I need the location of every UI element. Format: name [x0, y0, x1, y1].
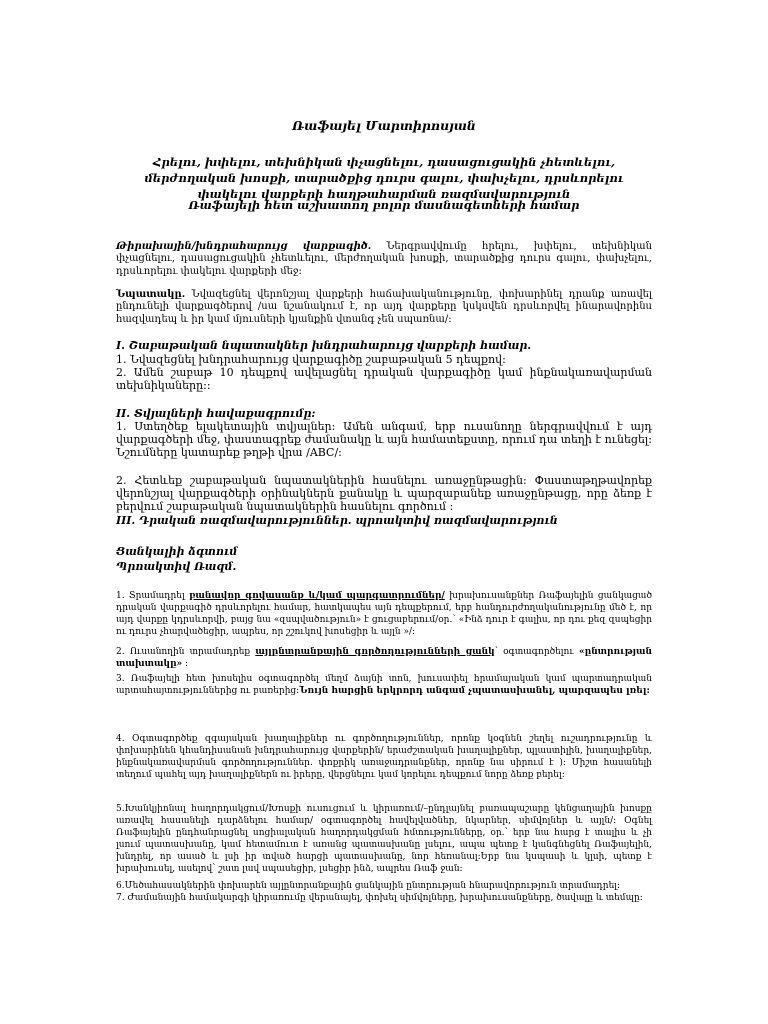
- signal-title: Ցանկալիի ձգտում: [116, 545, 238, 558]
- goal-paragraph: [116, 289, 652, 326]
- step-1-number: 1. Տրամադրել: [116, 591, 190, 601]
- step-5: 5.Խանկյիոնալ հաղորդակցում/Խոսքի ուսուցում և կիրառում/–ընդլայնել բառապաշարը կենցաղային խոսքը առավել հասանելի դարձնելու համար/ օգտագործել հավելվածներ, նկարներ, սիմվոլներ և այլն/։ Օգնել Ռաֆայելին ընդհանրացնել սոցիալական հաղորդակցման հմտությունները, օր.՝ երբ նա հարց է տալիս և չի լսում պատասխանը, կամ հետամուտ է առանց պատասխանը լսելու, ապա պետք է կանգնեցնել Ռաֆայելին, խնդրել, որ ասած և լսի իր տված հարցի պատասխանը, նոր հեռանալ։Երբ նա կսպասի և կլսի, պետք է խրախուսել, ասելով՝ շատ լավ սպասեցիր, լսեցիր ինձ, ապրես Ռաֆ ջան։: [116, 804, 652, 874]
- document-audience: Ռաֆայելի հետ աշխատող բոլոր մասնագետների համար: [188, 198, 580, 212]
- step-4: 4. Օգտագործեք զգայական խաղալիքներ ու գործողություններ, որոնք կօգնեն շեղել ուշադրությունը և փոխարինեն կհանդիսանան խնդրահարույց վարքերին/ երաժշտական խաղալիքներ, պլաստիլին, խաղալիքներ, ինքնակառավարման գործողություններ. փոքրիկ առաջադրանքներ, որոնք նա սիրում է ): Միշտ հասանելի տեղում պահել այդ խաղալիքներն ու իրերը, վերցնելու կամ կորելու դեպքում նորը ձեռք բերել։: [116, 734, 652, 780]
- document-title: Ռաֆայել Մարտիրոսյան: [292, 118, 476, 133]
- step-2: [116, 646, 652, 670]
- step-1-text: խրախուսանքներ Ռաֆայելին ցանկացած դրական վարքագիծ դրսևորելու համար, հատկապես այն դեպքերում, երբ հանդուրժողականությունը մեծ է, որ այդ վարքը կդրսևորվի, բայց նա «զսպվածություն» է ցուցաբերում/օր.՝ «Ինձ դուր է գալիս, որ դու քեզ զսպեցիր ու դուրս չհարվածեցիր, ապրես, որ շշուկով խոսեցիր և այլն »/:: [116, 591, 652, 637]
- step-2-alternatives: այլընտրանքային գործողությունների ցանկ: [255, 647, 495, 657]
- step-3-text: 3. Ռաֆայելի հետ խոսելիս օգտագործել մեղմ ձայնի տոն, խուսափել հրամայական կամ պարտադրական արտահայտություններից ու բառերից:: [116, 674, 652, 696]
- target-behavior-title: Թիրախային/խնդրահարույց վարքագիծ.: [116, 241, 372, 252]
- goal-title: Նպատակը.: [116, 289, 186, 300]
- section-1-title: I. Շաբաթական նպատակներ խնդրահարույց վարքերի համար.: [116, 339, 532, 352]
- section-2-item: 2. Հետևեք շաբաթական նպատակներին հասնելու առաջընթացին: Փաստաթղթավորեք վերոնշյալ վարքագծերի օրինակներն քանակը և պարզաբանեք առաջընթացը, որը ձեռք է բերվում շաբաթական նպատակներին հասնելու գործում ։: [116, 474, 652, 513]
- step-7: 7. Ժամանային համակարգի կիրառումը վերանայել, փոխել սիմվոլները, խրախուսանքները, ծավալը և տեմպը։: [116, 893, 643, 903]
- section-3-title: III. Դրական ռազմավարություններ. պրոակտիվ ռազմավարություն: [116, 514, 558, 527]
- step-2-mid: ՝ օգտագործելու: [494, 647, 579, 657]
- document-subtitle: Հրելու, խփելու, տեխնիկան փչացնելու, դասացուցակին չհետևելու, մերժողական խոսքի, տարածքից դուրս գալու, փախչելու, դրսևորելու փակելու վարքերի հաղթահարման ռազմավարություն: [144, 155, 624, 201]
- intro-paragraph: [116, 241, 652, 278]
- section-2-item: 1. Ստեղծեք ելակետային տվյալներ: Ամեն անգամ, երբ ուսանողը ներգրավվում է այդ վարքագծերի մեջ, փաստագրեք ժամանակը և այն համատեքստը, որում դա տեղի է ունեցել։ Նշումները կատարեք թղթի վրա /ABC/:: [116, 420, 652, 459]
- step-6: 6.Մեծահասակներին փոխարեն այլընտրանքային ցանկային ընտրության հնարավորություն տրամադրել։: [116, 881, 621, 891]
- step-1: [116, 590, 652, 638]
- step-2-number: 2. Ուսանողին տրամադրեք: [116, 647, 256, 657]
- section-2-title: II. Տվյալների հավաքագրումը:: [116, 407, 316, 420]
- section-1-item: 1. Նվազեցնել խնդրահարույց վարքագիծը շաբաթական 5 դեպքով:: [116, 353, 506, 366]
- step-3: [116, 673, 652, 697]
- goal-text: Նվազեցնել վերոնշյալ վարքերի հաճախականությունը, փոխարինել դրանք առավել ընդունելի վարքագծերով /սա նշանակում է, որ այդ վարքերը կսկսվեն դրսևորվել ինարավորինս հազվադեպ և իր կամ մյուսների կյանքին վտանգ չեն սպառնա/:: [116, 289, 652, 325]
- step-2-choice-board: «ընտրության տախտակը»: [116, 647, 653, 669]
- section-1-item: 2. Ամեն շաբաթ 10 դեպքով ավելացնել դրական վարքագիծը կամ ինքնակառավարման տեխնիկաները։։: [116, 366, 652, 392]
- signal-subtitle: Պրոակտիվ Ռազմ.: [116, 560, 237, 573]
- step-2-end: ։: [182, 659, 189, 669]
- step-3-emphasis: Նույն հարցին երկրորդ անգամ չպատասխանել, պարզապես լռել:: [299, 686, 650, 696]
- step-1-praise: բանավոր գովասանք և/կամ պարգատրումներ/: [189, 591, 445, 601]
- target-behavior-text: Ներգրավվումը հրելու, խփելու, տեխնիկան փչացնելու, դասացուցակին չհետևելու, մերժողական խոսքի, տարածքից դուրս գալու, փախչելու, դրսևորելու փակելու վարքերի մեջ։: [116, 241, 652, 277]
